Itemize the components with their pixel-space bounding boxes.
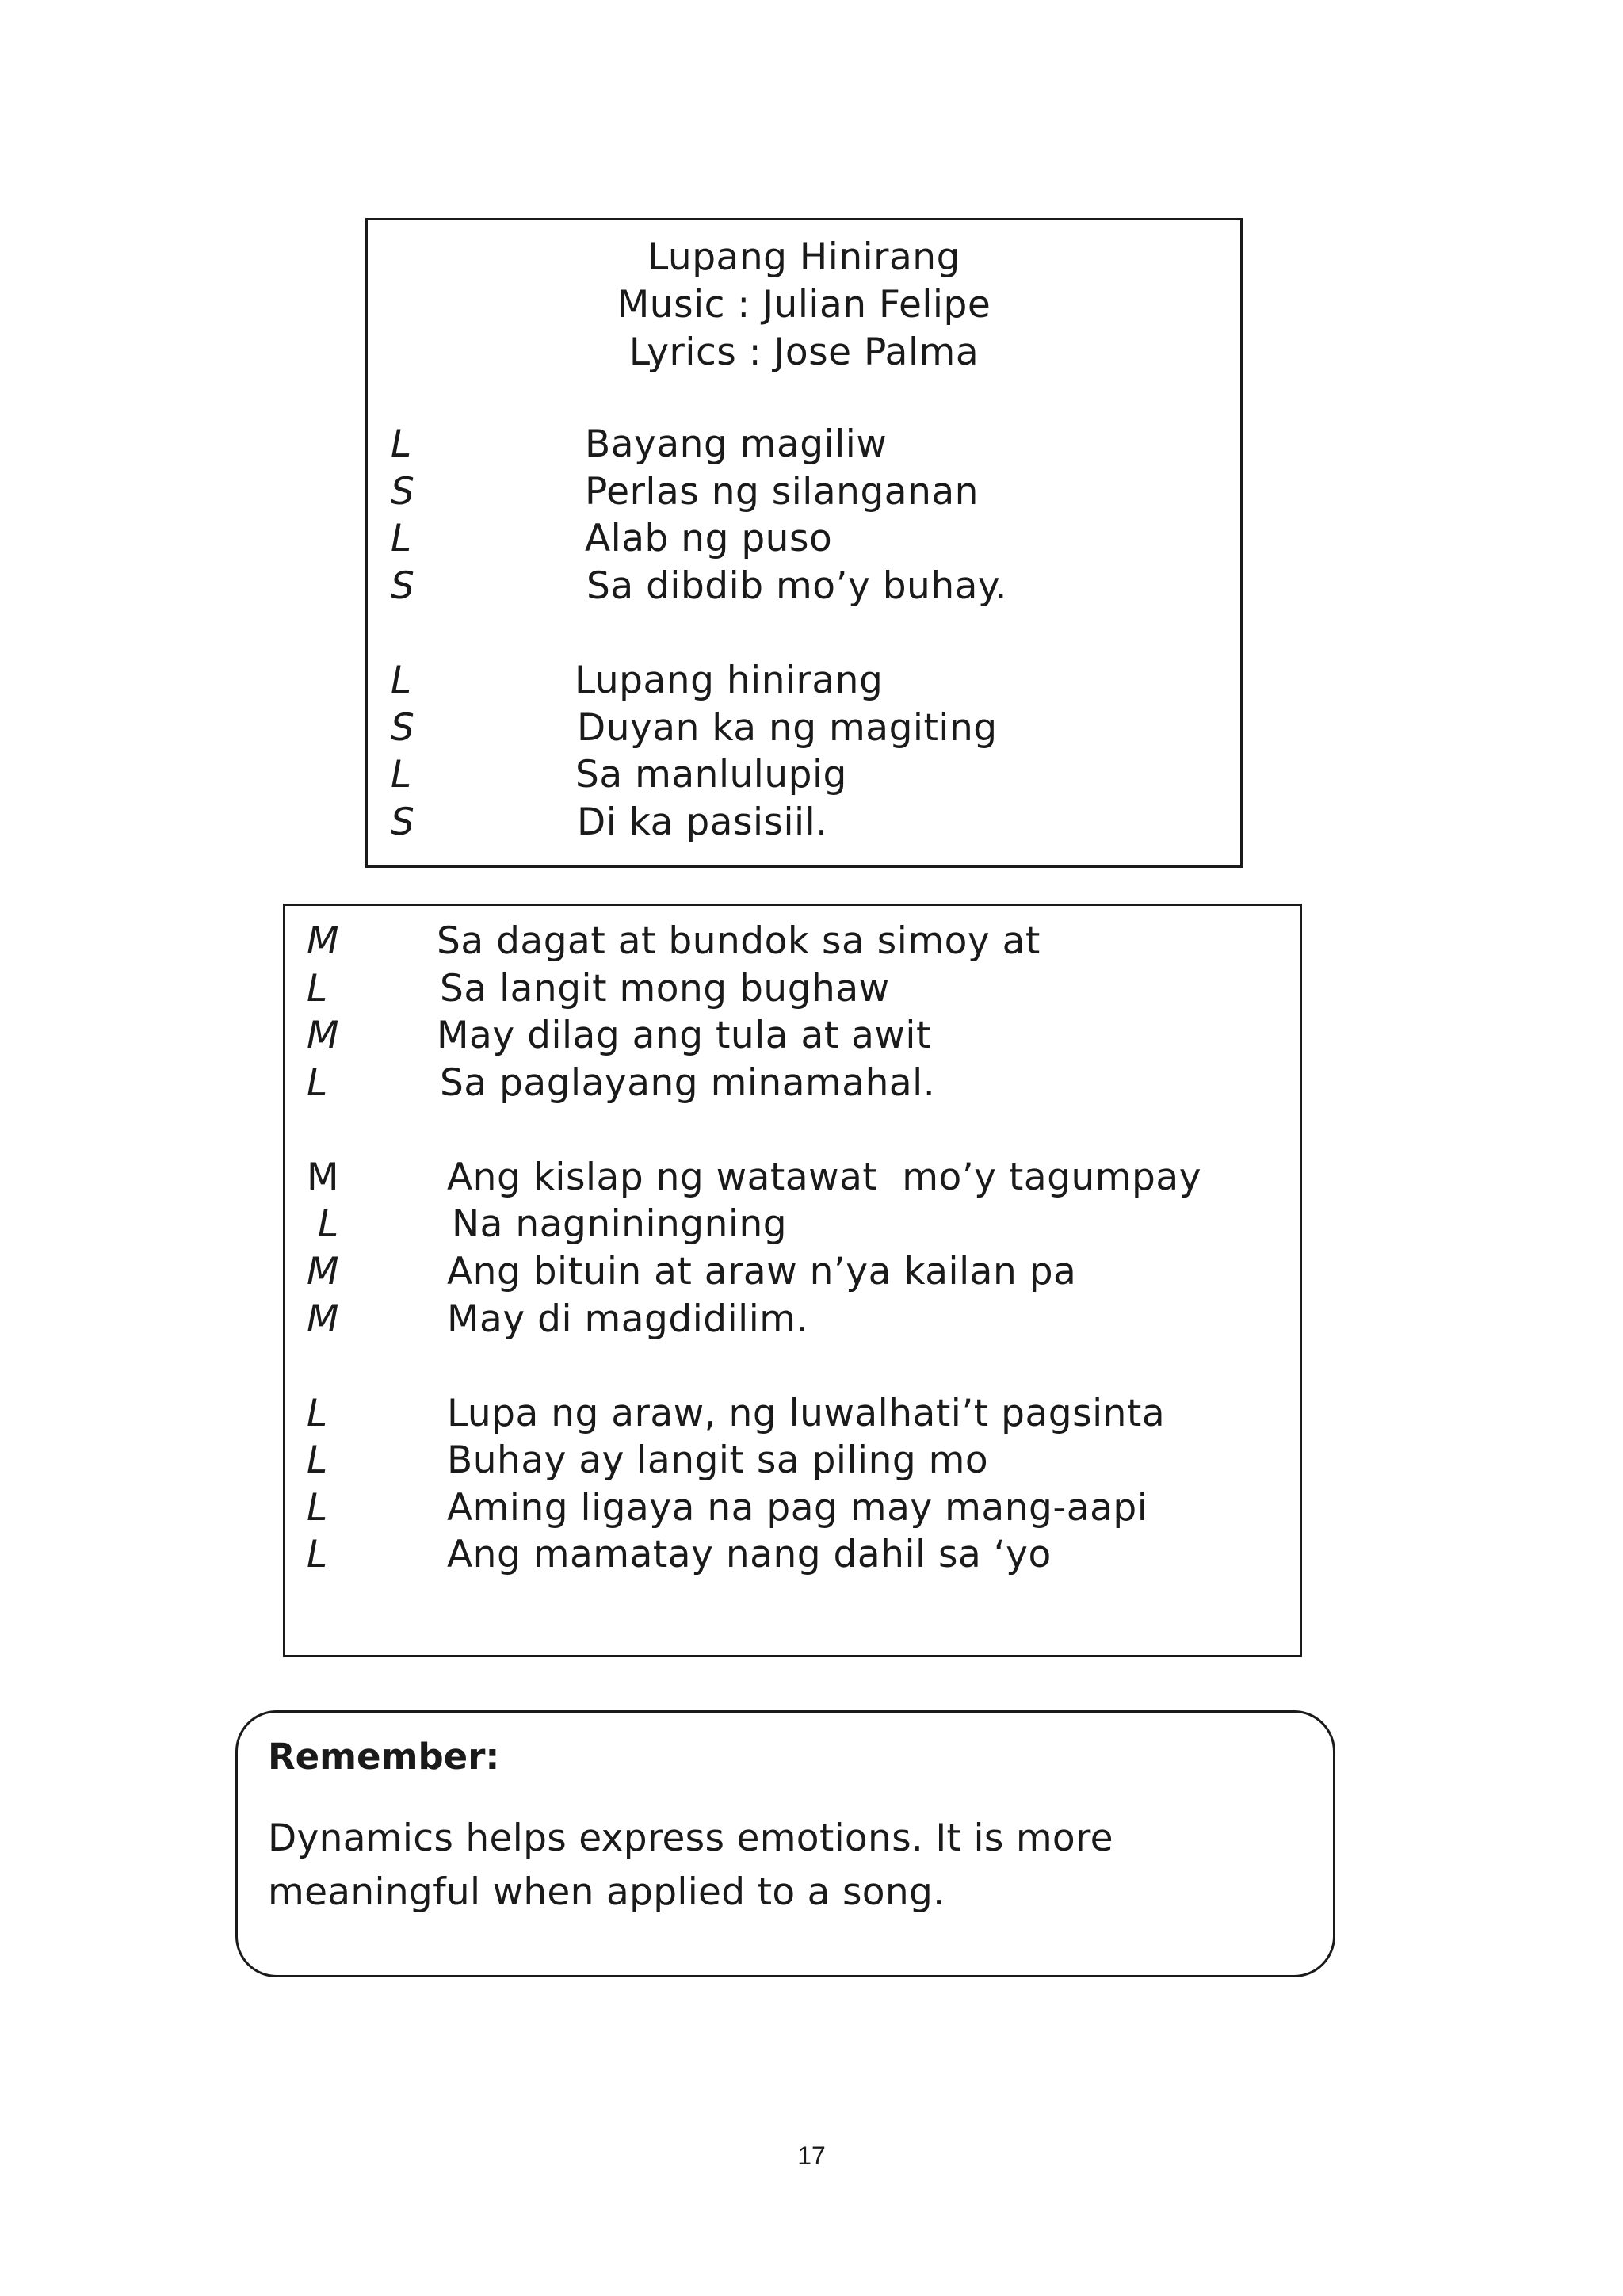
- lyric-text: Perlas ng silanganan: [585, 470, 979, 514]
- lyric-text: Ang kislap ng watawat mo’y tagumpay: [447, 1156, 1202, 1199]
- lyric-line: [285, 1390, 1300, 1438]
- lyric-text: Sa dibdib mo’y buhay.: [586, 564, 1007, 608]
- lyric-text: Buhay ay langit sa piling mo: [447, 1438, 989, 1482]
- song-title: Lupang Hinirang: [647, 235, 960, 279]
- lyric-line: [368, 705, 1240, 752]
- dynamic-mark: S: [391, 800, 415, 844]
- lyric-line: [368, 515, 1240, 563]
- lyric-line: [285, 965, 1300, 1013]
- verse-two-lyrics-box: [283, 904, 1302, 1657]
- lyric-line: [368, 563, 1240, 610]
- dynamic-mark: L: [307, 1061, 328, 1105]
- song-lyrics-box: [365, 218, 1243, 868]
- remember-title: Remember:: [268, 1736, 500, 1778]
- lyric-line: [285, 1531, 1300, 1579]
- song-lyrics-credit: Lyrics : Jose Palma: [628, 330, 980, 374]
- lyric-text: Bayang magiliw: [585, 422, 888, 466]
- lyric-line: [285, 1248, 1300, 1296]
- lyric-line: [368, 421, 1240, 468]
- page-number: 17: [797, 2141, 826, 2170]
- lyric-line: [285, 1201, 1300, 1248]
- dynamic-mark: L: [391, 659, 412, 702]
- dynamic-mark: S: [391, 470, 415, 514]
- lyric-line: [368, 657, 1240, 705]
- lyric-line: [285, 1296, 1300, 1343]
- lyric-text: Na nagniningning: [452, 1202, 788, 1246]
- lyric-line: [285, 1484, 1300, 1532]
- lyric-line: [285, 1437, 1300, 1484]
- dynamic-mark: L: [391, 422, 412, 466]
- lyric-text: Aming ligaya na pag may mang-aapi: [447, 1486, 1148, 1530]
- dynamic-mark: M: [307, 1297, 340, 1341]
- lyric-text: Alab ng puso: [585, 517, 833, 560]
- lyric-text: May dilag ang tula at awit: [437, 1014, 931, 1057]
- lyric-text: Sa manlulupig: [575, 753, 847, 797]
- dynamic-mark: S: [391, 564, 415, 608]
- lyric-text: May di magdidilim.: [447, 1297, 808, 1341]
- dynamic-mark: M: [307, 919, 340, 963]
- dynamic-mark: L: [307, 1533, 328, 1576]
- lyric-line: [368, 799, 1240, 846]
- lyric-text: Duyan ka ng magiting: [577, 706, 998, 750]
- lyric-text: Di ka pasisiil.: [577, 800, 828, 844]
- dynamic-mark: L: [307, 1438, 328, 1482]
- lyric-line: [285, 1060, 1300, 1107]
- lyric-text: Ang bituin at araw n’ya kailan pa: [447, 1250, 1077, 1293]
- lyric-line: [368, 751, 1240, 799]
- lyric-line: [368, 468, 1240, 516]
- lyric-text: Sa dagat at bundok sa simoy at: [437, 919, 1041, 963]
- lyric-text: Sa langit mong bughaw: [440, 967, 890, 1010]
- lyric-text: Lupang hinirang: [575, 659, 884, 702]
- lyric-line: [285, 1154, 1300, 1201]
- dynamic-mark: L: [307, 1392, 328, 1435]
- dynamic-mark: L: [318, 1202, 339, 1246]
- dynamic-mark: L: [391, 517, 412, 560]
- remember-callout: [235, 1710, 1335, 1977]
- dynamic-mark: L: [391, 753, 412, 797]
- dynamic-mark: L: [307, 967, 328, 1010]
- dynamic-mark: M: [307, 1156, 340, 1199]
- lyric-text: Lupa ng araw, ng luwalhati’t pagsinta: [447, 1392, 1166, 1435]
- dynamic-mark: M: [307, 1014, 340, 1057]
- dynamic-mark: S: [391, 706, 415, 750]
- dynamic-mark: M: [307, 1250, 340, 1293]
- lyric-line: [285, 918, 1300, 965]
- song-music-credit: Music : Julian Felipe: [617, 283, 991, 327]
- lyric-text: Ang mamatay nang dahil sa ‘yo: [447, 1533, 1052, 1576]
- lyric-line: [285, 1012, 1300, 1060]
- remember-body: Dynamics helps express emotions. It is more meaningful when applied to a song.: [268, 1817, 1113, 1914]
- lyric-text: Sa paglayang minamahal.: [440, 1061, 936, 1105]
- dynamic-mark: L: [307, 1486, 328, 1530]
